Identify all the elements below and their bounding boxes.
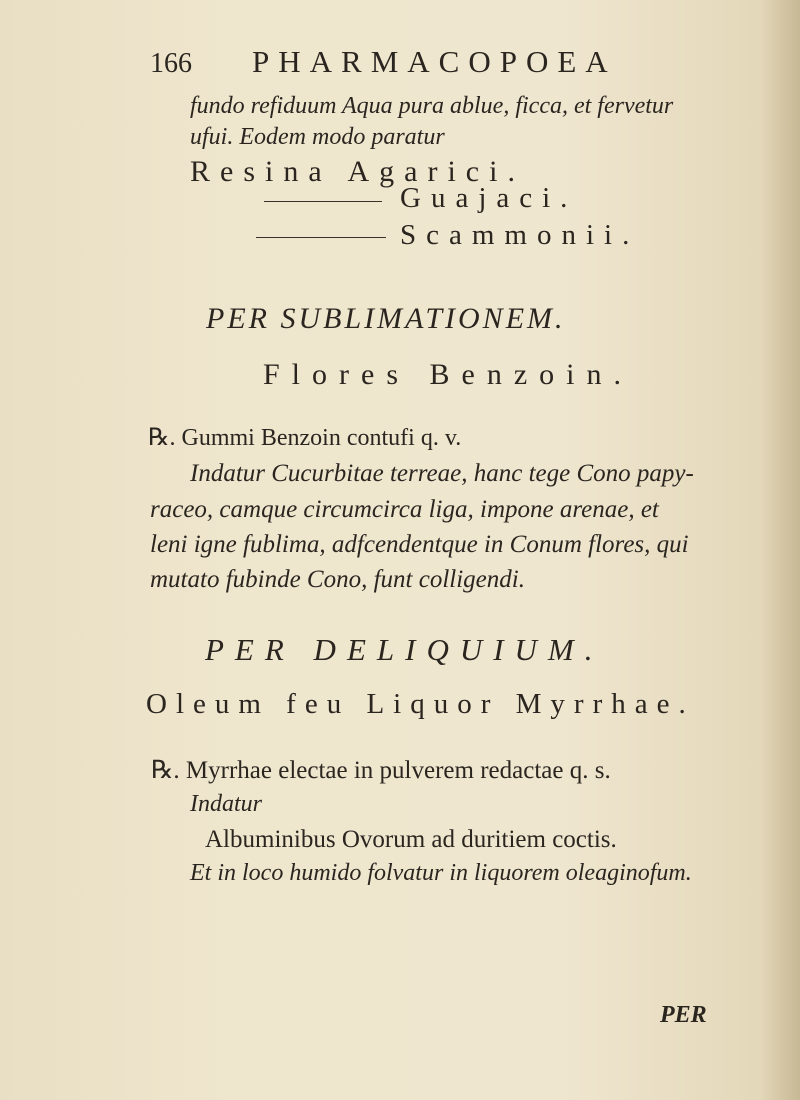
section-heading-deliquium: PER DELIQUIUM.: [205, 632, 604, 667]
subheading-oleum-myrrhae: Oleum feu Liquor Myrrhae.: [146, 688, 695, 720]
page-edge-shadow: [760, 0, 800, 1100]
myrrhae-line-3: Et in loco humido folvatur in liquorem oleaginofum.: [190, 860, 692, 886]
ditto-dash-2: [256, 237, 386, 238]
recipe-myrrhae: ℞. Myrrhae electae in pulverem redactae q. s.: [151, 757, 611, 784]
page-number: 166: [150, 48, 192, 79]
running-title: PHARMACOPOEA: [252, 44, 617, 79]
entry-guajaci: Guajaci.: [400, 182, 578, 214]
subheading-flores-benzoin: Flores Benzoin.: [263, 358, 633, 391]
instruction-line-2: raceo, camque circumcirca liga, impone arenae, et: [150, 496, 659, 523]
section-heading-sublimationem: PER SUBLIMATIONEM.: [206, 302, 566, 335]
ditto-dash-1: [264, 201, 382, 202]
instruction-line-1: Indatur Cucurbitae terreae, hanc tege Cono papy-: [190, 460, 694, 487]
instruction-line-4: mutato fubinde Cono, funt colligendi.: [150, 566, 525, 593]
entry-scammonii: Scammonii.: [400, 219, 640, 251]
myrrhae-line-1: Indatur: [190, 791, 262, 817]
text-line-1: fundo refiduum Aqua pura ablue, ficca, et fervetur: [190, 93, 674, 119]
text-line-2: ufui. Eodem modo paratur: [190, 124, 445, 150]
catchword: PER: [660, 1002, 707, 1028]
instruction-line-3: leni igne fublima, adfcendentque in Conum flores, qui: [150, 531, 689, 558]
entry-resina-agarici: Resina Agarici.: [190, 155, 525, 188]
recipe-benzoin: ℞. Gummi Benzoin contufi q. v.: [148, 425, 462, 451]
myrrhae-line-2: Albuminibus Ovorum ad duritiem coctis.: [205, 826, 617, 853]
